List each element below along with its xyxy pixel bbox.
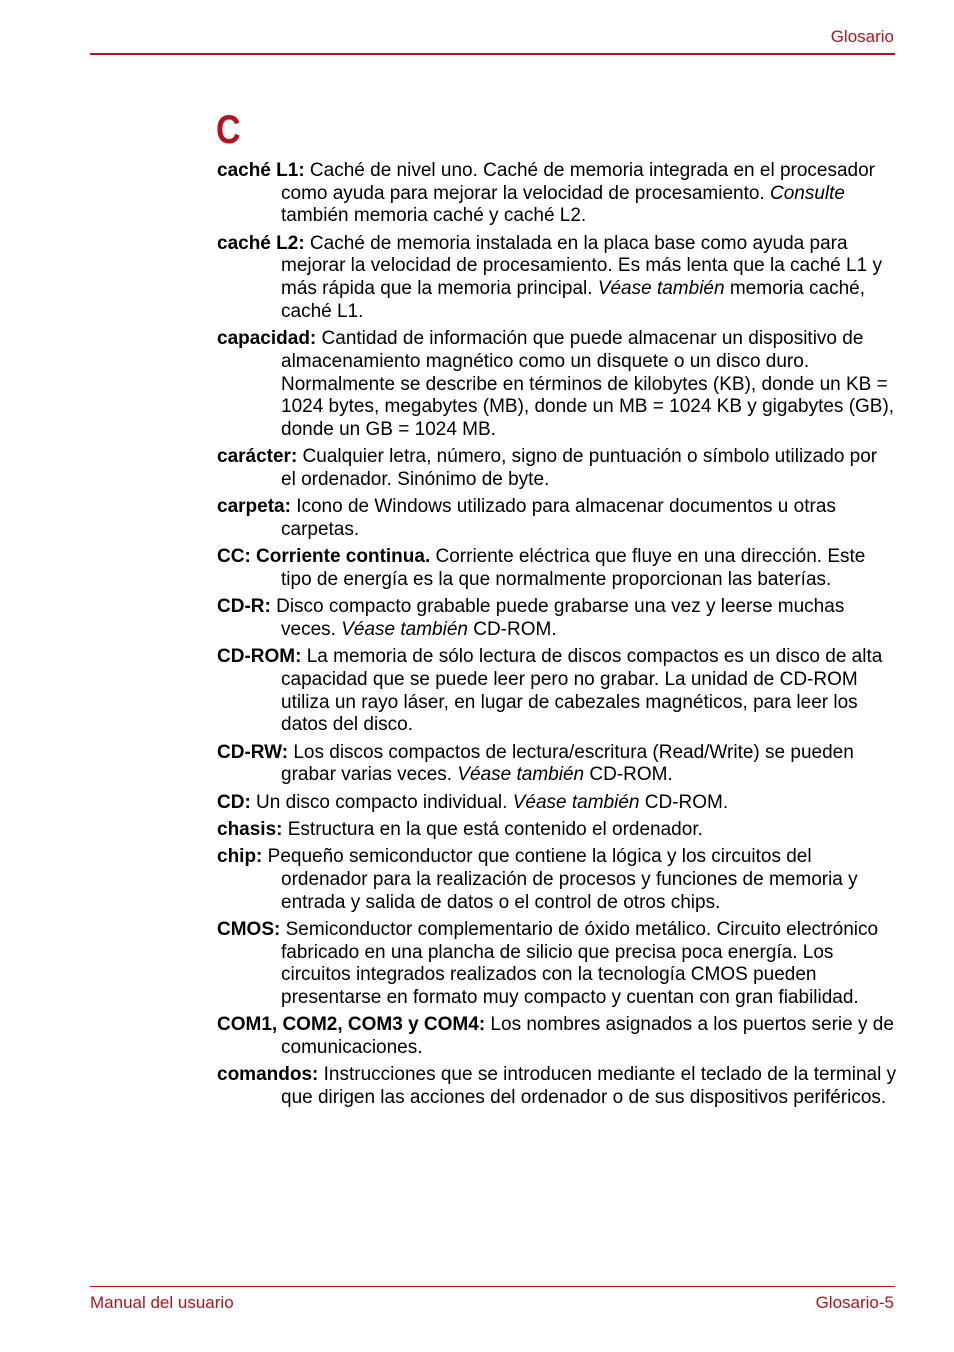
glossary-entry [217, 1064, 897, 1109]
glossary-term: comandos: [217, 1064, 319, 1086]
header-rule [90, 53, 895, 55]
glossary-entry [217, 233, 897, 324]
glossary-entry [217, 819, 897, 842]
header-title: Glosario [830, 27, 894, 46]
glossary-entry [217, 596, 897, 641]
glossary-entry [217, 496, 897, 541]
section-letter: C [216, 108, 241, 152]
glossary-definition-text: Un disco compacto individual. [250, 791, 513, 813]
glossary-term: CD-RW: [217, 741, 289, 763]
glossary-definition-text: Semiconductor complementario de óxido metálico. Circuito electrónico fabricado en una plancha de silicio que precisa poca energía. Los circuitos integrados realizados con la tecnología CMOS pueden presentarse en formato muy compacto y cuentan con gran fiabilidad. [280, 918, 879, 1009]
glossary-definition-text: Cualquier letra, número, signo de puntuación o símbolo utilizado por el ordenador. Sinónimo de byte. [281, 446, 878, 490]
glossary-entries [217, 160, 897, 1114]
glossary-term: chip: [217, 846, 263, 868]
glossary-term: caché L1: [217, 160, 305, 181]
glossary-definition-text: Caché de memoria instalada en la placa base como ayuda para mejorar la velocidad de procesamiento. Es más lenta que la caché L1 y más rápida que la memoria principal. [281, 232, 882, 300]
glossary-entry [217, 446, 897, 491]
glossary-term: CMOS: [217, 918, 281, 940]
glossary-crossref-label: Véase también [512, 791, 640, 813]
glossary-definition-text: Estructura en la que está contenido el ordenador. [282, 818, 703, 840]
glossary-definition-text: Cantidad de información que puede almacenar un dispositivo de almacenamiento magnético como un disquete o un disco duro. Normalmente se describe en términos de kilobytes (KB), donde un KB = 1024 bytes, megabytes (MB), donde un MB = 1024 KB y gigabytes (GB), donde un GB = 1024 MB. [281, 328, 895, 440]
glossary-definition-text: Instrucciones que se introducen mediante el teclado de la terminal y que dirigen las acciones del ordenador o de sus dispositivos periféricos. [281, 1064, 897, 1109]
glossary-definition-text: CD-ROM. [467, 618, 557, 640]
glossary-term: CD-ROM: [217, 646, 302, 668]
glossary-definition-text: Icono de Windows utilizado para almacenar documentos u otras carpetas. [281, 496, 836, 540]
glossary-term: CD-R: [217, 596, 271, 618]
glossary-definition-text: Pequeño semiconductor que contiene la lógica y los circuitos del ordenador para la realización de procesos y funciones de memoria y entrada y salida de datos o el control de otros chips. [262, 846, 858, 913]
glossary-entry [217, 546, 897, 591]
glossary-entry [217, 1014, 897, 1059]
glossary-definition-text: memoria caché, caché L1. [281, 278, 866, 322]
glossary-definition-text: también memoria caché y caché L2. [281, 205, 587, 227]
glossary-crossref-label: Véase también [457, 764, 585, 786]
glossary-entry [217, 742, 897, 787]
glossary-term: CC: Corriente continua. [217, 546, 431, 568]
footer-manual-title: Manual del usuario [90, 1293, 234, 1312]
glossary-definition-text: Corriente eléctrica que fluye en una dirección. Este tipo de energía es la que normalmente proporcionan las baterías. [281, 546, 866, 590]
footer-rule [90, 1286, 895, 1287]
footer-page-number: Glosario-5 [815, 1293, 894, 1312]
glossary-definition-text: CD-ROM. [639, 791, 729, 813]
glossary-term: COM1, COM2, COM3 y COM4: [217, 1014, 486, 1036]
glossary-crossref-label: Véase también [597, 278, 725, 300]
glossary-term: chasis: [217, 818, 283, 840]
glossary-entry [217, 328, 897, 442]
glossary-entry [217, 792, 897, 815]
glossary-entry [217, 160, 897, 228]
glossary-definition-text: Los discos compactos de lectura/escritura (Read/Write) se pueden grabar varias veces. [281, 741, 854, 786]
glossary-term: caché L2: [217, 232, 305, 254]
glossary-crossref-label: Véase también [341, 618, 468, 640]
glossary-term: carácter: [217, 446, 298, 468]
glossary-entry [217, 846, 897, 914]
glossary-definition-text: Caché de nivel uno. Caché de memoria integrada en el procesador como ayuda para mejorar la velocidad de procesamiento. [281, 160, 875, 204]
glossary-term: CD: [217, 791, 251, 813]
glossary-crossref-label: Consulte [770, 182, 845, 204]
glossary-definition-text: Disco compacto grabable puede grabarse una vez y leerse muchas veces. [270, 596, 845, 640]
glossary-entry [217, 646, 897, 737]
glossary-term: capacidad: [217, 328, 317, 350]
glossary-definition-text: Los nombres asignados a los puertos serie y de comunicaciones. [281, 1014, 894, 1059]
glossary-term: carpeta: [217, 496, 291, 518]
glossary-definition-text: CD-ROM. [584, 764, 673, 786]
glossary-entry [217, 919, 897, 1010]
glossary-definition-text: La memoria de sólo lectura de discos compactos es un disco de alta capacidad que se puede leer pero no grabar. La unidad de CD-ROM utiliza un rayo láser, en lugar de cabezales magnéticos, para leer los datos del disco. [281, 646, 883, 736]
